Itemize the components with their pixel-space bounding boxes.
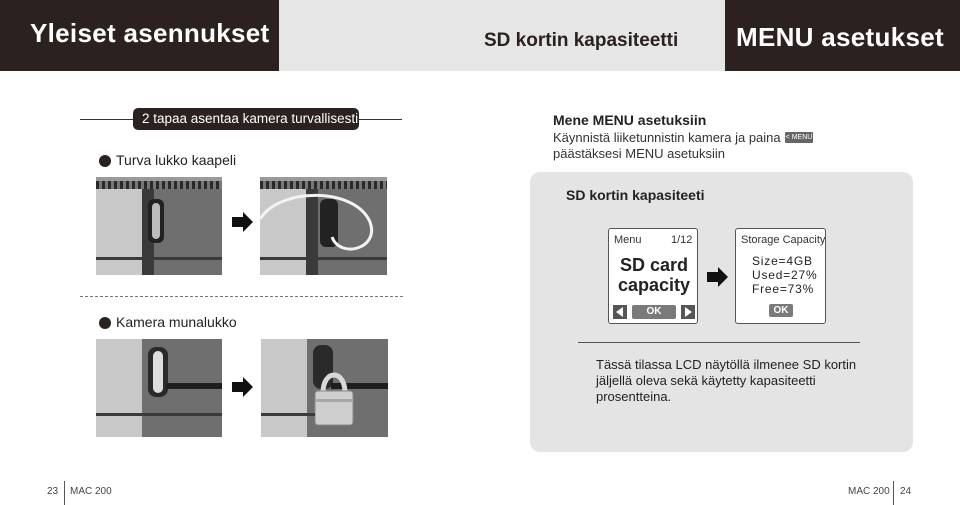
sd-card-line: SD card [619, 255, 689, 275]
footer-divider [893, 481, 894, 505]
right-page-title: MENU asetukset [736, 22, 944, 52]
size-value: Size=4GB [752, 254, 813, 268]
ok-button[interactable]: OK [769, 304, 793, 317]
sd-capacity-panel [530, 172, 913, 452]
camera-padlock-photo-before [96, 339, 222, 437]
left-arrow-button[interactable] [613, 305, 627, 319]
capacity-note: Tässä tilassa LCD näytöllä ilmenee SD kortin jäljellä oleva sekä käytetty kapasiteetti prosentteina. [596, 357, 857, 404]
footer-divider [64, 481, 65, 505]
cable-lock-label: Turva lukko kaapeli [116, 152, 237, 168]
right-arrow-button[interactable] [681, 305, 695, 319]
left-model-name: MAC 200 [70, 486, 112, 497]
section-title: SD kortin kapasiteetti [484, 30, 679, 51]
step-title: Mene MENU asetuksiin [553, 112, 707, 128]
camera-cable-photo-before [96, 177, 222, 275]
storage-capacity-title: Storage Capacity [741, 234, 826, 246]
menu-key-icon: < MENU [785, 134, 813, 141]
menu-page-indicator: 1/12 [671, 234, 693, 246]
free-value: Free=73% [752, 282, 815, 296]
install-methods-banner: 2 tapaa asentaa kamera turvallisesti [133, 108, 359, 130]
menu-label: Menu [614, 234, 642, 246]
step-description: Käynnistä liiketunnistin kamera ja paina päästäksesi MENU asetuksiin [553, 130, 781, 161]
left-page-number: 23 [47, 486, 59, 497]
used-value: Used=27% [752, 268, 818, 282]
camera-cable-photo-after [260, 177, 387, 275]
section-divider [80, 296, 403, 297]
bullet-icon [99, 317, 111, 329]
panel-title: SD kortin kapasiteeti [566, 187, 705, 203]
padlock-label: Kamera munalukko [116, 314, 237, 330]
capacity-line: capacity [617, 275, 691, 295]
arrow-right-icon [232, 211, 254, 233]
left-page-title: Yleiset asennukset [30, 18, 270, 48]
right-page-number: 24 [900, 486, 912, 497]
ok-button[interactable]: OK [632, 305, 676, 319]
right-model-name: MAC 200 [848, 486, 890, 497]
note-rule [578, 342, 860, 343]
lcd-storage-screen [735, 228, 826, 324]
camera-padlock-photo-after [261, 339, 388, 437]
arrow-right-icon [232, 376, 254, 398]
lcd-menu-screen [608, 228, 698, 324]
bullet-icon [99, 155, 111, 167]
arrow-right-icon [707, 266, 729, 288]
